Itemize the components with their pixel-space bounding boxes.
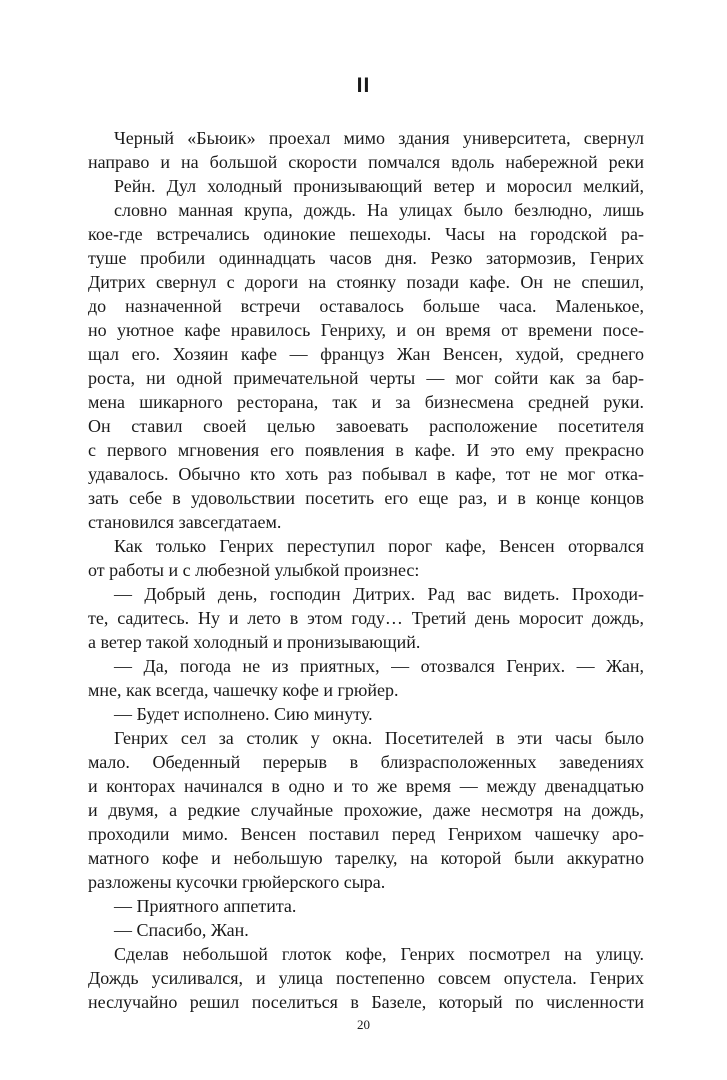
page-number: 20 — [357, 1017, 370, 1032]
text-line: — Да, погода не из приятных, — отозвался Генрих. — Жан, — [114, 656, 644, 676]
text-line: роста, ни одной примечательной черты — мог сойти как за бар- — [88, 368, 644, 388]
text-line: туше пробили одиннадцать часов дня. Резко затормозив, Генрих — [88, 248, 644, 268]
text-line: а ветер такой холодный и пронизывающий. — [88, 632, 421, 652]
text-line: с первого мгновения его появления в кафе. И это ему прекрасно — [88, 440, 644, 460]
text-line: Как только Генрих переступил порог кафе, Венсен оторвался — [114, 536, 644, 556]
text-line: — Добрый день, господин Дитрих. Рад вас видеть. Проходи- — [114, 584, 644, 604]
text-line: направо и на большой скорости помчался вдоль набережной реки — [88, 152, 644, 172]
text-line: мало. Обеденный перерыв в близрасположенных заведениях — [88, 752, 644, 772]
text-line: проходили мимо. Венсен поставил перед Генрихом чашечку аро- — [88, 824, 644, 844]
text-line: щал его. Хозяин кафе — француз Жан Венсен, худой, среднего — [88, 344, 644, 364]
text-line: Генрих сел за столик у окна. Посетителей в эти часы было — [114, 728, 644, 748]
text-line: Черный «Бьюик» проехал мимо здания университета, свернул — [114, 128, 644, 148]
text-line: неслучайно решил поселиться в Базеле, который по численности — [88, 992, 644, 1012]
text-line: Дождь усиливался, и улица постепенно совсем опустела. Генрих — [88, 968, 644, 988]
text-line: становился завсегдатаем. — [88, 512, 282, 532]
text-line: кое-где встречались одинокие пешеходы. Часы на городской ра- — [88, 224, 644, 244]
text-line: — Будет исполнено. Сию минуту. — [114, 704, 373, 724]
text-line: Рейн. Дул холодный пронизывающий ветер и моросил мелкий, — [114, 176, 644, 196]
text-line: Дитрих свернул с дороги на стоянку позади кафе. Он не спешил, — [88, 272, 644, 292]
text-line: от работы и с любезной улыбкой произнес: — [88, 560, 420, 580]
text-line: Сделав небольшой глоток кофе, Генрих посмотрел на улицу. — [114, 944, 644, 964]
text-line: и конторах начинался в одно и то же время — между двенадцатью — [88, 776, 644, 796]
text-line: и двумя, а редкие случайные прохожие, даже несмотря на дождь, — [88, 800, 644, 820]
text-line: Он ставил своей целью завоевать расположение посетителя — [88, 416, 644, 436]
text-line: — Спасибо, Жан. — [114, 920, 249, 940]
text-line: зать себе в удовольствии посетить его еще раз, и в конце концов — [88, 488, 644, 508]
text-line: мена шикарного ресторана, так и за бизнесмена средней руки. — [88, 392, 644, 412]
text-line: словно манная крупа, дождь. На улицах было безлюдно, лишь — [114, 200, 644, 220]
text-line: разложены кусочки грюйерского сыра. — [88, 872, 386, 892]
body-text — [88, 126, 644, 1014]
text-line: мне, как всегда, чашечку кофе и грюйер. — [88, 680, 399, 700]
text-line: но уютное кафе нравилось Генриху, и он время от времени посе- — [88, 320, 644, 340]
chapter-heading: II — [356, 74, 371, 97]
text-line: те, садитесь. Ну и лето в этом году… Третий день моросит дождь, — [88, 608, 644, 628]
text-line: — Приятного аппетита. — [114, 896, 297, 916]
text-line: до назначенной встречи оставалось больше часа. Маленькое, — [88, 296, 644, 316]
text-line: удавалось. Обычно кто хоть раз побывал в кафе, тот не мог отка- — [88, 464, 644, 484]
text-line: матного кофе и небольшую тарелку, на которой были аккуратно — [88, 848, 644, 868]
